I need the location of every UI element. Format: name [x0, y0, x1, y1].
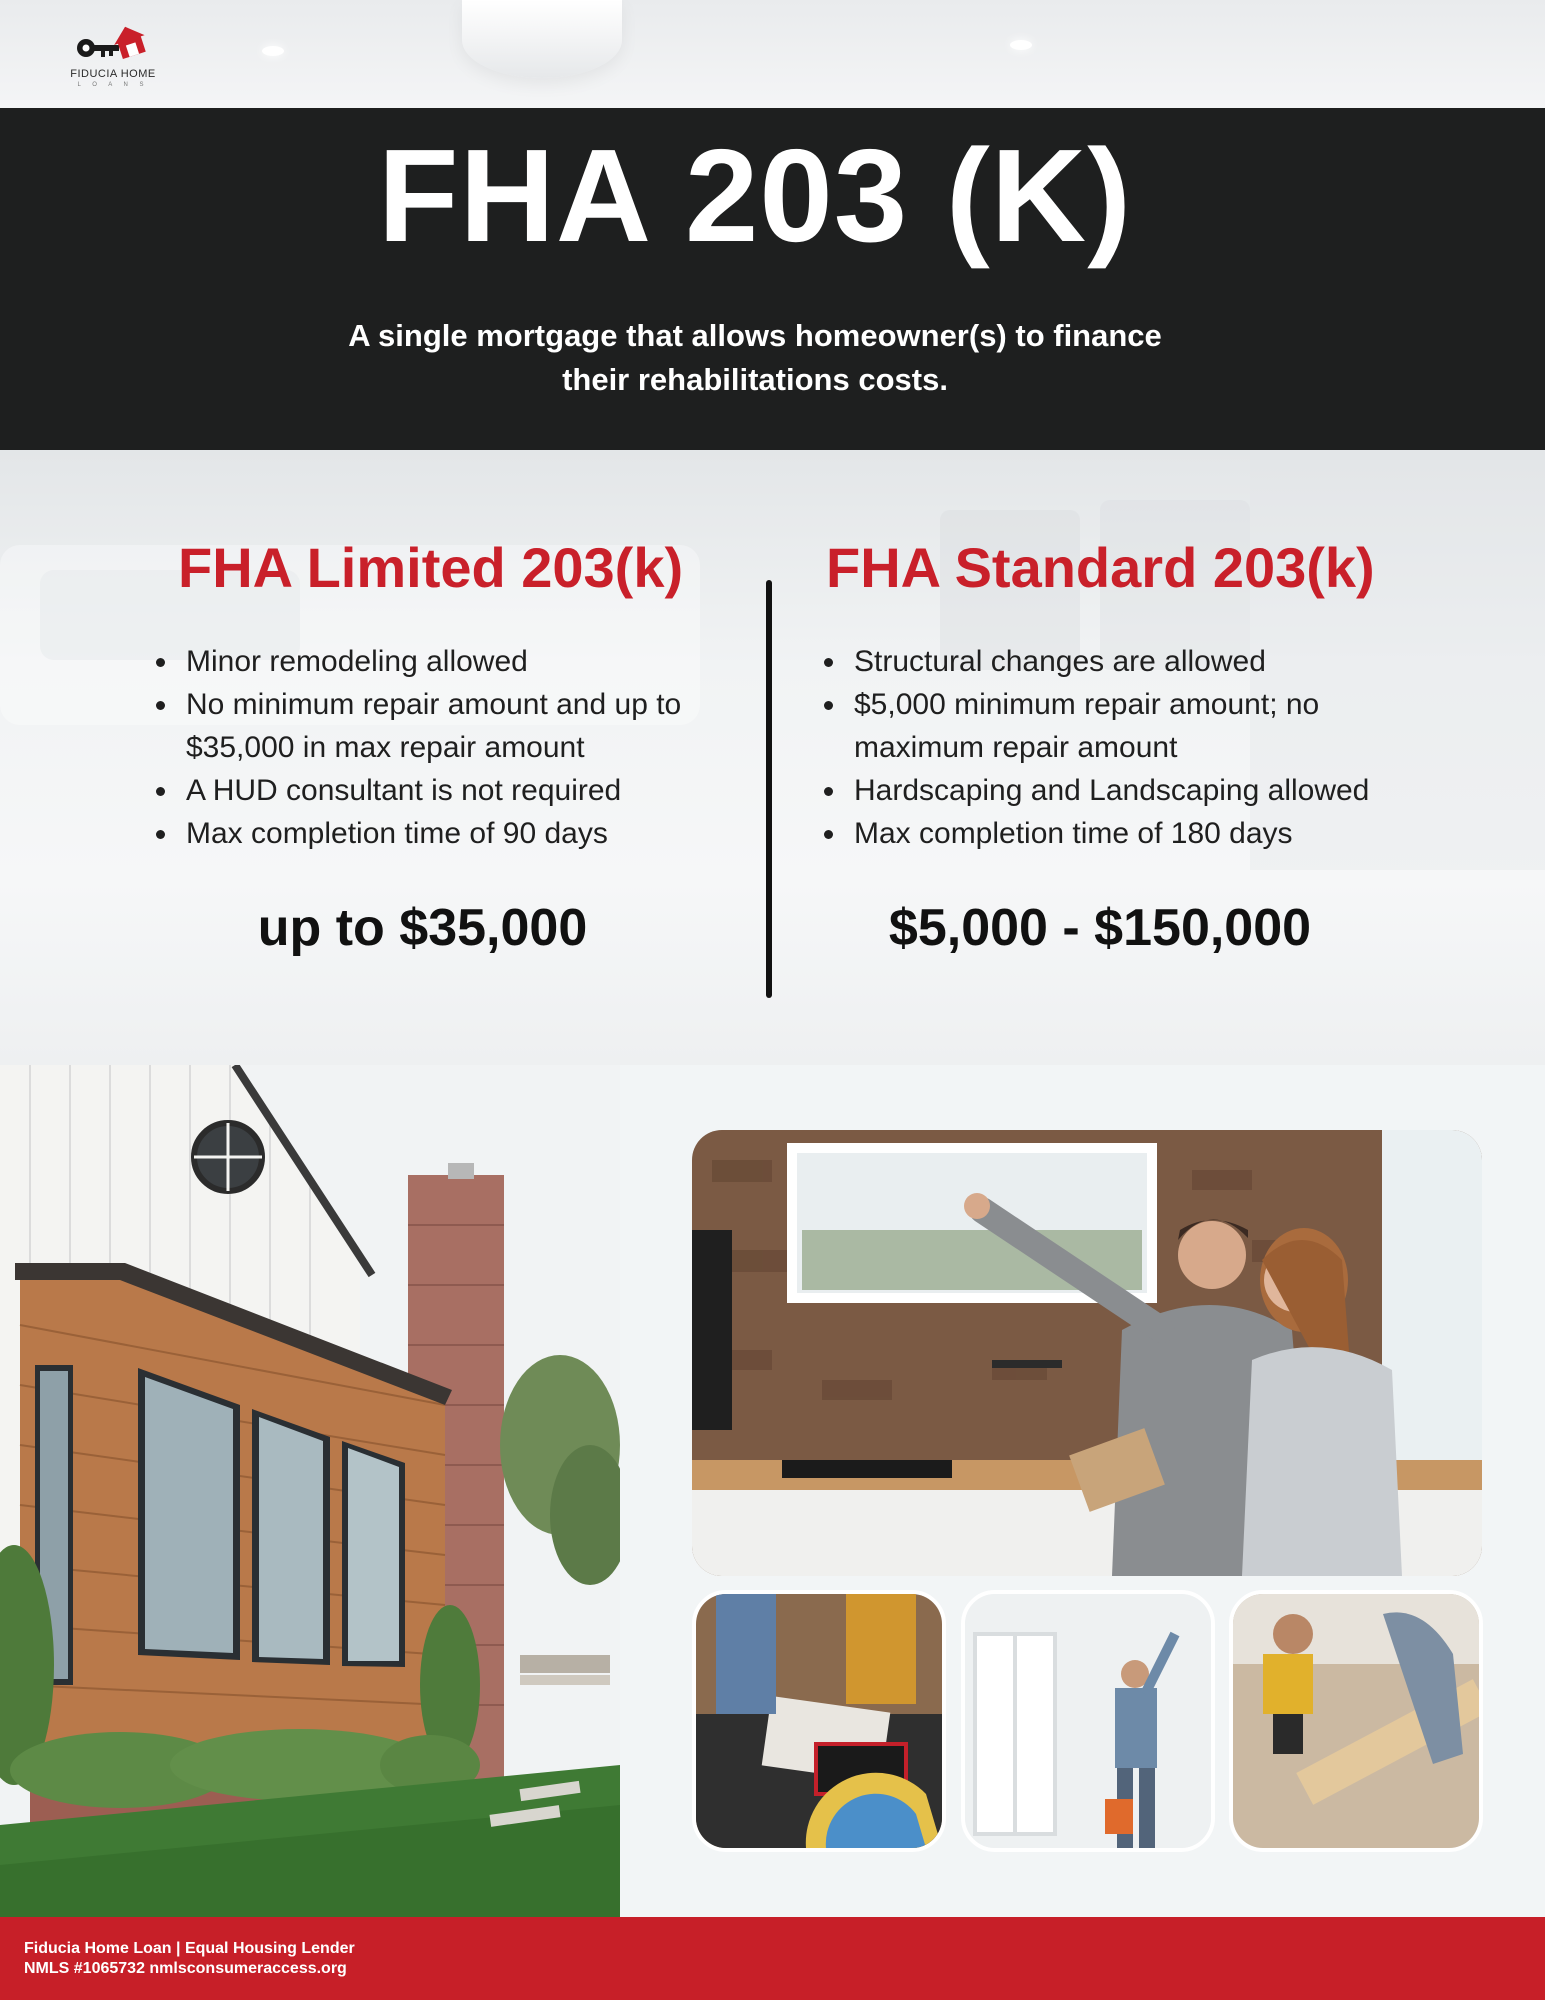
ceiling-light	[262, 46, 284, 56]
logo-text: FIDUCIA HOME	[70, 68, 156, 80]
footer-nmls-text: NMLS #1065732 nmlsconsumeraccess.org	[24, 1960, 347, 1977]
subtitle-line: A single mortgage that allows homeowner(s) to finance	[348, 318, 1162, 353]
footer-lender-text: Fiducia Home Loan | Equal Housing Lender	[24, 1940, 355, 1957]
limited-203k-list	[152, 640, 742, 855]
painter-illustration	[965, 1594, 1211, 1848]
page-title: FHA 203 (K)	[377, 122, 1133, 269]
subtitle-line: their rehabilitations costs.	[562, 362, 948, 397]
list-item: Hardscaping and Landscaping allowed	[820, 769, 1430, 812]
top-banner	[0, 0, 1545, 108]
standard-203k-amount: $5,000 - $150,000	[888, 899, 1312, 957]
kitchen-illustration	[692, 1130, 1482, 1576]
column-divider	[766, 580, 772, 998]
painter-photo	[961, 1590, 1215, 1852]
planning-illustration	[696, 1594, 942, 1848]
limited-203k-amount: up to $35,000	[257, 899, 588, 957]
company-logo	[58, 24, 168, 94]
standard-203k-list	[820, 640, 1430, 855]
limited-203k-title: FHA Limited 203(k)	[178, 536, 684, 599]
house-illustration	[0, 1065, 620, 1917]
list-item: A HUD consultant is not required	[152, 769, 742, 812]
carpentry-illustration	[1233, 1594, 1479, 1848]
footer-bar	[0, 1917, 1545, 2000]
standard-203k-title: FHA Standard 203(k)	[826, 536, 1375, 599]
list-item: $5,000 minimum repair amount; no maximum repair amount	[820, 683, 1430, 769]
planning-desk-photo	[692, 1590, 946, 1852]
list-item: Minor remodeling allowed	[152, 640, 742, 683]
house-photo	[0, 1065, 620, 1917]
couple-kitchen-photo	[692, 1130, 1482, 1576]
ceiling-light	[1010, 40, 1032, 50]
logo-subtext: L O A N S	[77, 82, 149, 88]
list-item: Structural changes are allowed	[820, 640, 1430, 683]
carpentry-photo	[1229, 1590, 1483, 1852]
list-item: Max completion time of 90 days	[152, 812, 742, 855]
page-subtitle	[300, 314, 1210, 402]
key-house-icon	[70, 24, 150, 64]
list-item: Max completion time of 180 days	[820, 812, 1430, 855]
ceiling-lamp	[462, 0, 622, 78]
list-item: No minimum repair amount and up to $35,000 in max repair amount	[152, 683, 742, 769]
